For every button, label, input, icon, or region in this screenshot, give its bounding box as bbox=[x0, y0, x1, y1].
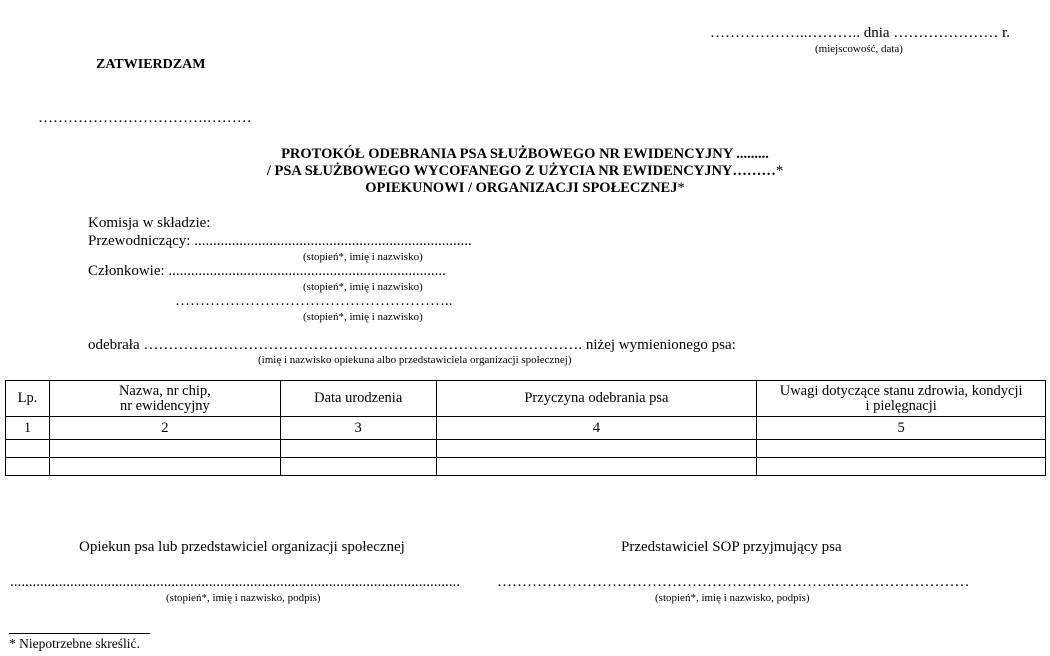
table-cell[interactable] bbox=[280, 458, 436, 476]
table-cell[interactable] bbox=[280, 440, 436, 458]
col-number: 4 bbox=[436, 417, 757, 440]
table-header-row bbox=[6, 381, 1046, 417]
left-signature-caption: (stopień*, imię i nazwisko, podpis) bbox=[166, 592, 321, 604]
left-signature-title: Opiekun psa lub przedstawiciel organizacji społecznej bbox=[79, 539, 405, 555]
left-signature-dots: ........................................................................................................................ bbox=[10, 574, 460, 590]
members-label: Członkowie: .......................................................................... bbox=[88, 263, 446, 279]
table-cell[interactable] bbox=[49, 440, 280, 458]
member1-caption: (stopień*, imię i nazwisko) bbox=[303, 281, 423, 293]
received-line: odebrała ……………………………………………………………………………. niżej wymienionego psa: bbox=[88, 337, 736, 353]
table-cell[interactable] bbox=[757, 440, 1046, 458]
col-header-name: Nazwa, nr chip, nr ewidencyjny bbox=[49, 381, 280, 417]
right-signature-dots: …………………………………………………………..……………………… bbox=[497, 574, 970, 590]
col-number: 1 bbox=[6, 417, 50, 440]
table-cell[interactable] bbox=[49, 458, 280, 476]
col-number: 5 bbox=[757, 417, 1046, 440]
place-date-caption: (miejscowość, data) bbox=[815, 43, 903, 55]
table-cell[interactable] bbox=[6, 458, 50, 476]
title-line-1: PROTOKÓŁ ODEBRANIA PSA SŁUŻBOWEGO NR EWIDENCYJNY ......... bbox=[281, 146, 769, 162]
received-caption: (imię i nazwisko opiekuna albo przedstawiciela organizacji społecznej) bbox=[258, 354, 572, 366]
member2-dots: ……………………………………………….. bbox=[175, 293, 453, 309]
dog-table bbox=[5, 380, 1046, 476]
chair-caption: (stopień*, imię i nazwisko) bbox=[303, 251, 423, 263]
right-signature-caption: (stopień*, imię i nazwisko, podpis) bbox=[655, 592, 810, 604]
col-number: 2 bbox=[49, 417, 280, 440]
footnote-divider bbox=[9, 633, 150, 634]
table-cell[interactable] bbox=[6, 440, 50, 458]
footnote: * Niepotrzebne skreślić. bbox=[9, 636, 140, 651]
chair-label: Przewodniczący: .......................................................................... bbox=[88, 233, 472, 249]
col-header-remarks: Uwagi dotyczące stanu zdrowia, kondycji i pielęgnacji bbox=[757, 381, 1046, 417]
title-line-3 bbox=[0, 180, 1050, 197]
col-header-reason: Przyczyna odebrania psa bbox=[436, 381, 757, 417]
table-cell[interactable] bbox=[436, 440, 757, 458]
approve-label: ZATWIERDZAM bbox=[96, 57, 206, 72]
table-cell[interactable] bbox=[436, 458, 757, 476]
col-header-lp: Lp. bbox=[6, 381, 50, 417]
col-number: 3 bbox=[280, 417, 436, 440]
approver-dots: …………………………….……… bbox=[38, 110, 252, 126]
asterisk-mark: * bbox=[775, 163, 784, 179]
commission-heading: Komisja w składzie: bbox=[88, 215, 211, 231]
place-date-line: ………………..……….. dnia ………………… r. bbox=[710, 25, 1010, 41]
title-line-2 bbox=[0, 163, 1050, 180]
title-line-2-text: / PSA SŁUŻBOWEGO WYCOFANEGO Z UŻYCIA NR EWIDENCYJNY……… bbox=[266, 163, 776, 179]
table-cell[interactable] bbox=[757, 458, 1046, 476]
table-number-row bbox=[6, 417, 1046, 440]
right-signature-title: Przedstawiciel SOP przyjmujący psa bbox=[621, 539, 842, 555]
table-row bbox=[6, 440, 1046, 458]
member2-caption: (stopień*, imię i nazwisko) bbox=[303, 311, 423, 323]
col-header-birthdate: Data urodzenia bbox=[280, 381, 436, 417]
title-line-3-text: OPIEKUNOWI / ORGANIZACJI SPOŁECZNEJ bbox=[365, 180, 678, 196]
asterisk-mark: * bbox=[677, 180, 685, 196]
table-row bbox=[6, 458, 1046, 476]
